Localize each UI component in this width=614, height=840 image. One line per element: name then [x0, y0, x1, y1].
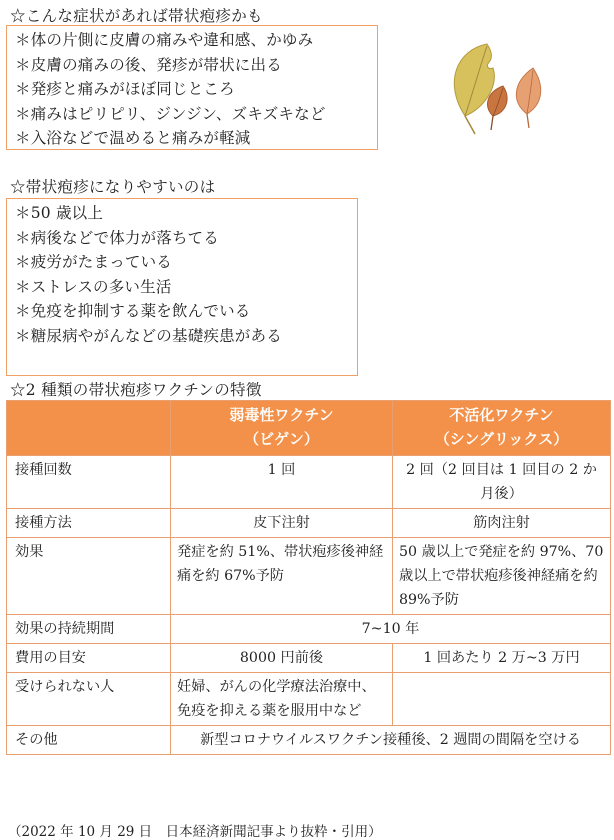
table-row — [7, 538, 611, 615]
cell: 皮下注射 — [171, 509, 393, 538]
medium-leaf-icon — [516, 68, 540, 128]
cell: 8000 円前後 — [171, 644, 393, 673]
vaccine-heading: ☆2 種類の帯状疱疹ワクチンの特徴 — [10, 381, 262, 399]
header-empty-cell — [7, 401, 171, 456]
table-row — [7, 644, 611, 673]
vaccine-comparison-table — [6, 400, 611, 755]
table-row — [7, 456, 611, 509]
symptom-item: ＊体の片側に皮膚の痛みや違和感、かゆみ — [15, 31, 314, 49]
symptoms-heading: ☆こんな症状があれば帯状疱疹かも — [10, 7, 263, 25]
cell: 発症を約 51%、帯状疱疹後神経痛を約 67%予防 — [171, 538, 393, 615]
cell: 2 回（2 回目は 1 回目の 2 か月後） — [393, 456, 611, 509]
symptom-item: ＊皮膚の痛みの後、発疹が帯状に出る — [15, 55, 282, 74]
header-live-vaccine-brand: （ビゲン） — [244, 430, 319, 448]
risk-item: ＊免疫を抑制する薬を飲んでいる — [15, 302, 251, 321]
row-label: 接種回数 — [7, 456, 171, 509]
risk-item: ＊病後などで体力が落ちてる — [15, 228, 219, 247]
risk-item: ＊50 歳以上 — [15, 204, 104, 222]
row-label: 受けられない人 — [7, 673, 171, 726]
table-row — [7, 726, 611, 755]
citation: （2022 年 10 月 29 日 日本経済新聞記事より抜粋・引用） — [8, 824, 382, 840]
row-label: その他 — [7, 726, 171, 755]
symptom-item: ＊発疹と痛みがほぼ同じところ — [15, 80, 235, 99]
row-label: 効果 — [7, 538, 171, 615]
symptom-item: ＊入浴などで温めると痛みが軽減 — [15, 129, 251, 148]
cell: 筋肉注射 — [393, 509, 611, 538]
symptom-item: ＊痛みはピリピリ、ジンジン、ズキズキなど — [15, 104, 326, 123]
cell: 50 歳以上で発症を約 97%、70 歳以上で帯状疱疹後神経痛を約 89%予防 — [393, 538, 611, 615]
row-label: 費用の目安 — [7, 644, 171, 673]
header-live-vaccine-name: 弱毒性ワクチン — [229, 406, 334, 424]
risk-item: ＊ストレスの多い生活 — [15, 277, 172, 296]
large-leaf-icon — [454, 44, 494, 134]
header-inactivated-vaccine-name: 不活化ワクチン — [449, 406, 554, 424]
risk-box — [6, 198, 358, 376]
table-row — [7, 673, 611, 726]
cell: 7~10 年 — [171, 615, 611, 644]
table-header-row — [7, 401, 611, 456]
row-label: 接種方法 — [7, 509, 171, 538]
risk-heading: ☆帯状疱疹になりやすいのは — [10, 178, 216, 196]
autumn-leaves-icon — [435, 30, 585, 145]
table-row — [7, 615, 611, 644]
cell: 1 回あたり 2 万~3 万円 — [393, 644, 611, 673]
cell — [393, 673, 611, 726]
row-label: 効果の持続期間 — [7, 615, 171, 644]
cell: 新型コロナウイルスワクチン接種後、2 週間の間隔を空ける — [171, 726, 611, 755]
cell: 妊婦、がんの化学療法治療中、免疫を抑える薬を服用中など — [171, 673, 393, 726]
header-inactivated-vaccine — [393, 401, 611, 456]
risk-item: ＊糖尿病やがんなどの基礎疾患がある — [15, 326, 282, 345]
table-row — [7, 509, 611, 538]
header-live-vaccine — [171, 401, 393, 456]
risk-item: ＊疲労がたまっている — [15, 253, 173, 272]
cell: 1 回 — [171, 456, 393, 509]
symptoms-box — [6, 25, 378, 150]
header-inactivated-vaccine-brand: （シングリックス） — [434, 430, 569, 448]
